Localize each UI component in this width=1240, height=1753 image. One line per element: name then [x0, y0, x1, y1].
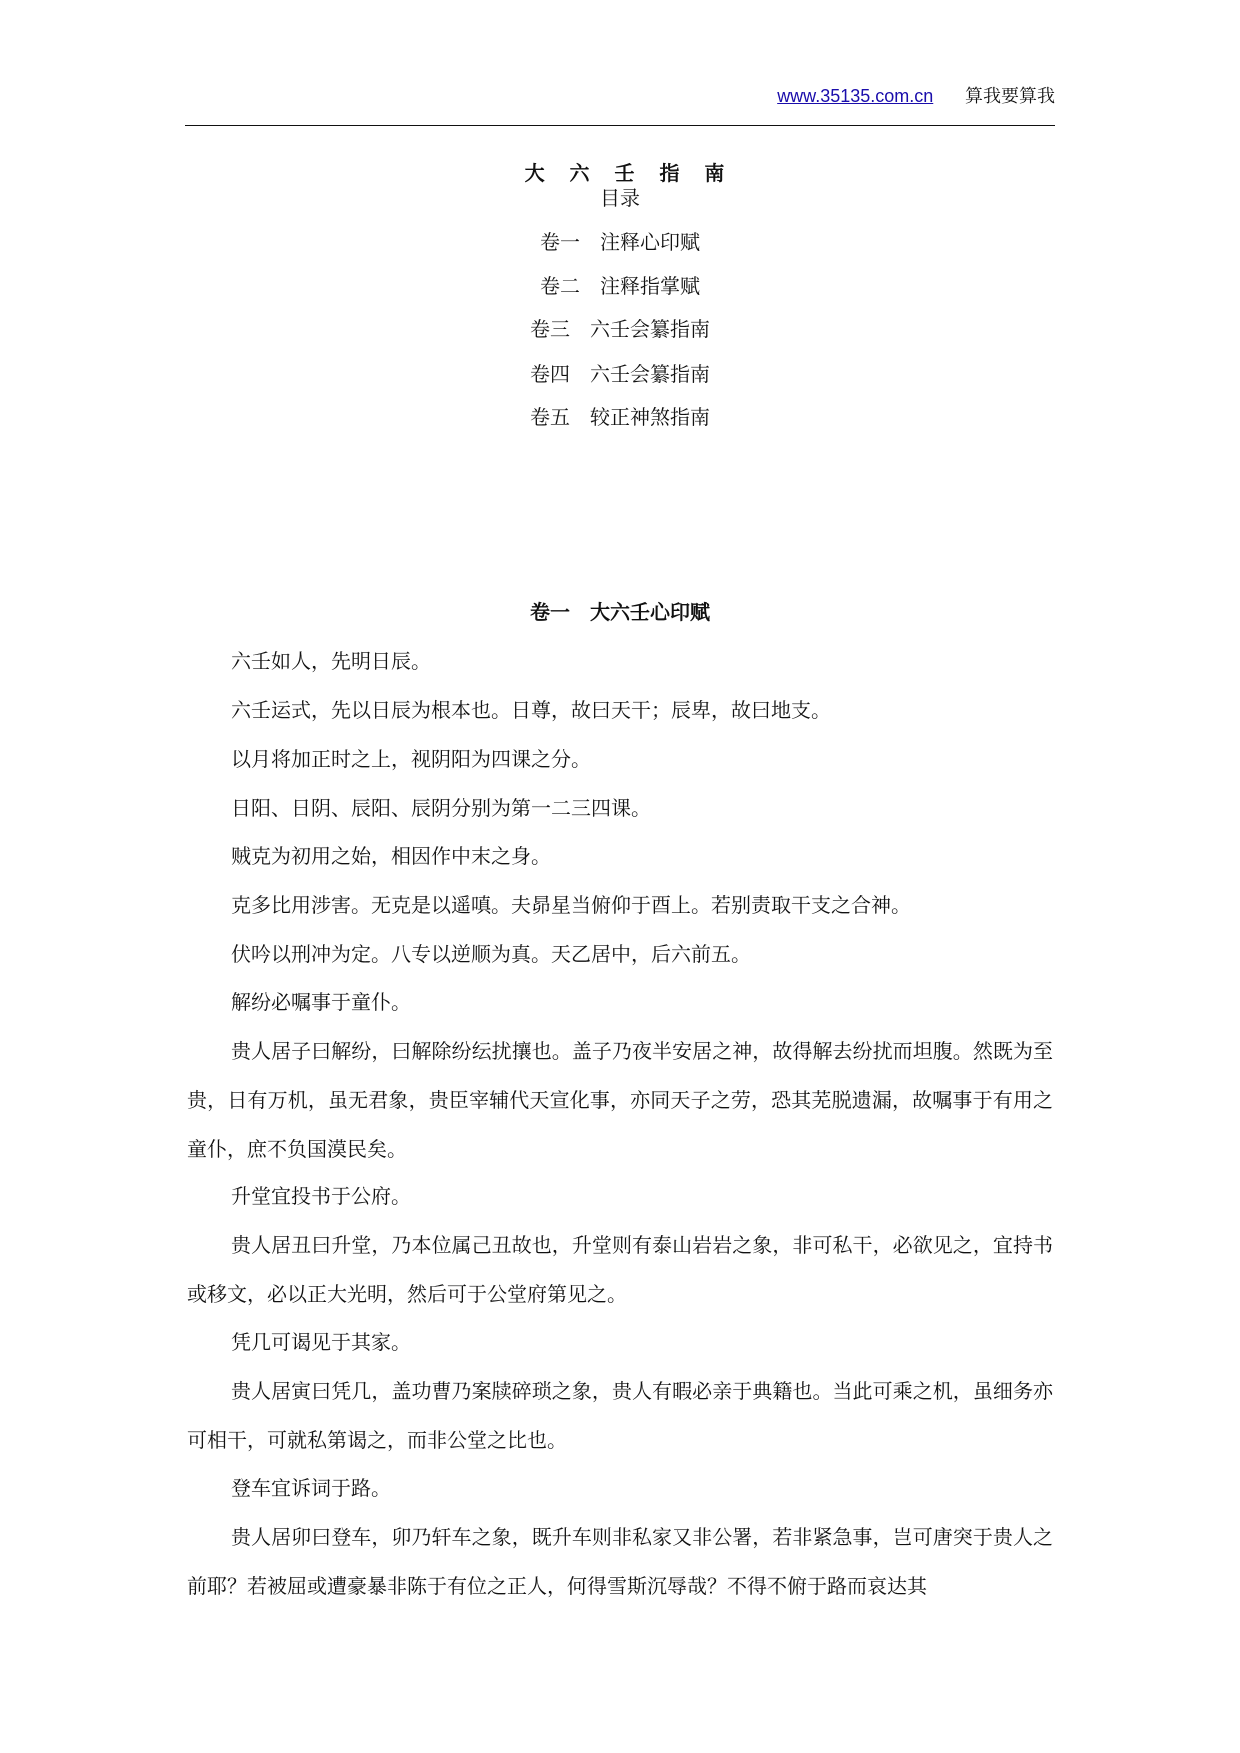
paragraph: 凭几可谒见于其家。: [231, 1330, 411, 1354]
chapter-heading: 卷一 大六壬心印赋: [530, 600, 710, 624]
paragraph: 日阳、日阴、辰阳、辰阴分别为第一二三四课。: [231, 796, 651, 820]
site-title: 算我要算我: [965, 86, 1055, 107]
paragraph: 升堂宜投书于公府。: [231, 1184, 411, 1208]
paragraph: 克多比用涉害。无克是以遥嗔。夫昴星当俯仰于酉上。若别责取干支之合神。: [231, 893, 911, 917]
toc-item: 卷三 六壬会纂指南: [530, 317, 710, 341]
paragraph: 六壬运式，先以日辰为根本也。日尊，故曰天干；辰卑，故曰地支。: [231, 698, 831, 722]
website-link[interactable]: www.35135.com.cn: [777, 86, 934, 106]
toc-item: 卷二 注释指掌赋: [540, 274, 700, 298]
toc-item: 卷一 注释心印赋: [540, 230, 700, 254]
paragraph: 贵人居寅曰凭几，盖功曹乃案牍碎琐之象，贵人有暇必亲于典籍也。当此可乘之机，虽细务亦可相干，可就私第谒之，而非公堂之比也。: [187, 1379, 1053, 1452]
paragraph: 贵人居卯曰登车，卯乃轩车之象，既升车则非私家又非公署，若非紧急事，岂可唐突于贵人之前耶？若被屈或遭豪暴非陈于有位之正人，何得雪斯沉辱哉？不得不俯于路而哀达其: [187, 1525, 1053, 1598]
paragraph: 贵人居子曰解纷，曰解除纷纭扰攘也。盖子乃夜半安居之神，故得解去纷扰而坦腹。然既为至贵，日有万机，虽无君象，贵臣宰辅代天宣化事，亦同天子之劳，恐其芜脱遗漏，故嘱事于有用之童仆，庶不负国漠民矣。: [187, 1039, 1053, 1161]
paragraph: 登车宜诉词于路。: [231, 1476, 391, 1500]
document-title: 大 六 壬 指 南: [524, 161, 734, 185]
page-header: [185, 84, 1055, 108]
toc-heading: 目录: [600, 186, 640, 210]
paragraph: 解纷必嘱事于童仆。: [231, 990, 411, 1014]
paragraph: 贼克为初用之始，相因作中末之身。: [231, 844, 551, 868]
toc-item: 卷四 六壬会纂指南: [530, 362, 710, 386]
paragraph: 以月将加正时之上，视阴阳为四课之分。: [231, 747, 591, 771]
header-divider: [185, 125, 1055, 126]
paragraph: 贵人居丑曰升堂，乃本位属己丑故也，升堂则有泰山岩岩之象，非可私干，必欲见之，宜持书或移文，必以正大光明，然后可于公堂府第见之。: [187, 1233, 1053, 1306]
toc-item: 卷五 较正神煞指南: [530, 405, 710, 429]
paragraph: 伏吟以刑冲为定。八专以逆顺为真。天乙居中，后六前五。: [231, 942, 751, 966]
paragraph: 六壬如人，先明日辰。: [231, 649, 431, 673]
